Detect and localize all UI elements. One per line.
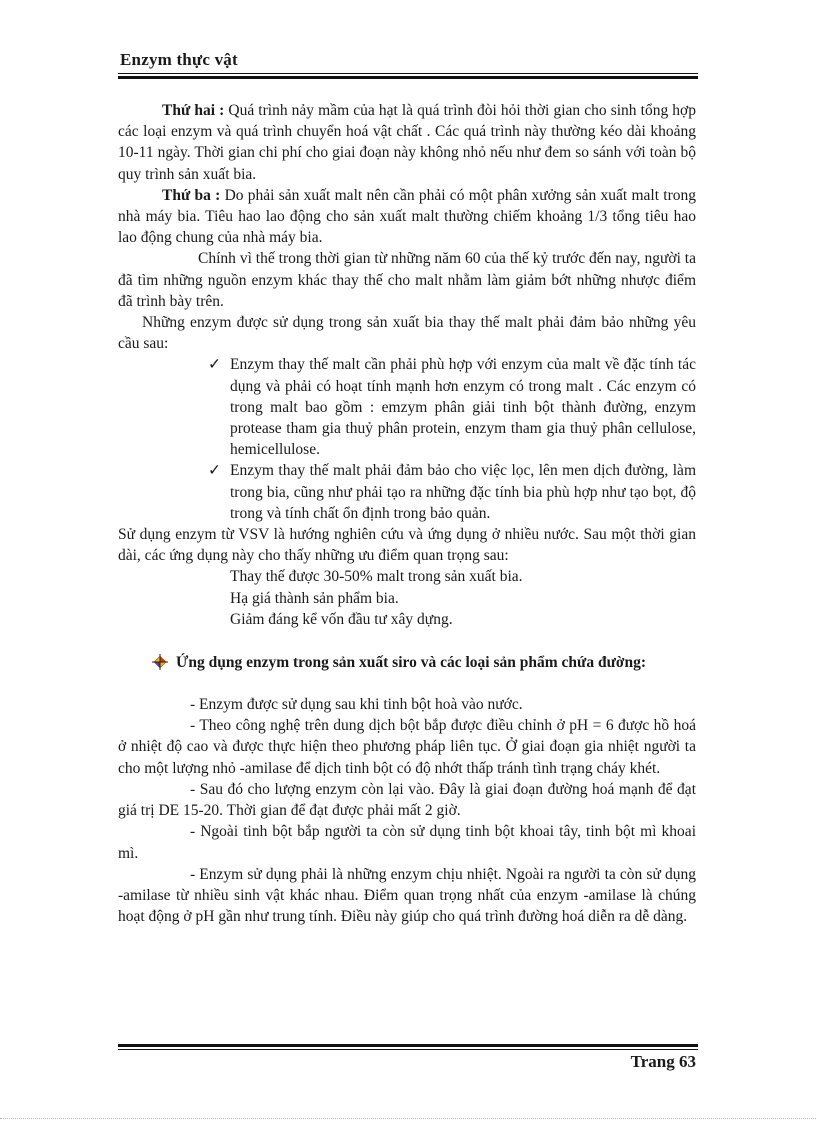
checkmark-icon: ✓ (208, 462, 221, 480)
paragraph-requirements-intro: Những enzym được sử dụng trong sản xuất bia thay thế malt phải đảm bảo những yêu cầu sau: (118, 314, 696, 353)
list-item-text: Enzym thay thế malt phải đảm bảo cho việc lọc, lên men dịch đường, làm trong bia, cũng như phải tạo ra những đặc tính bia phù hợp như tạo bọt, độ trong và tính chất ổn định trong bảo quản. (230, 462, 696, 522)
footer-rule-thin (118, 1049, 698, 1050)
paragraph-text: Do phải sản xuất malt nên cần phải có một phân xưởng sản xuất malt trong nhà máy bia. Tiêu hao lao động cho sản xuất malt thường chiếm khoảng 1/3 tổng tiêu hao lao động chung của nhà máy bia. (118, 186, 696, 247)
footer-rule-thick (118, 1044, 698, 1047)
arrow-bullet-icon (152, 654, 168, 670)
section-item: - Ngoài tinh bột bắp người ta còn sử dụng tinh bột khoai tây, tinh bột mì khoai mì. (118, 823, 696, 862)
list-item: Giảm đáng kể vốn đầu tư xây dựng. (230, 610, 453, 628)
section-item: - Sau đó cho lượng enzym còn lại vào. Đây là giai đoạn đường hoá mạnh để đạt giá trị DE 15-20. Thời gian để đạt được phải mất 2 giờ. (118, 780, 696, 820)
section-item: - Theo công nghệ trên dung dịch bột bắp được điều chỉnh ở pH = 6 được hồ hoá ở nhiệt độ cao và được thực hiện theo phương pháp liên tục. Ở giai đoạn gia nhiệt người ta cho một lượng nhỏ -amilase để dịch tinh bột có độ nhớt thấp tránh tình trạng cháy khét. (118, 717, 696, 777)
page-number: Trang 63 (630, 1052, 696, 1071)
section-item: - Enzym sử dụng phải là những enzym chịu nhiệt. Ngoài ra người ta còn sử dụng -amilase từ nhiều sinh vật khác nhau. Điểm quan trọng nhất của enzym -amilase là chúng hoạt động ở pH gần như trung tính. Điều này giúp cho quá trình đường hoá diễn ra dễ dàng. (118, 865, 696, 926)
section-item: - Enzym được sử dụng sau khi tinh bột hoà vào nước. (190, 696, 523, 714)
list-item: Hạ giá thành sản phẩm bia. (230, 589, 399, 607)
header-rule-thin (118, 73, 698, 74)
page-edge-divider (0, 1118, 816, 1119)
body-content (118, 100, 696, 927)
paragraph-text: Quá trình nảy mầm của hạt là quá trình đòi hỏi thời gian cho sinh tổng hợp các loại enzym và quá trình chuyển hoá vật chất . Các quá trình này thường kéo dài khoảng 10-11 ngày. Thời gian chi phí cho giai đoạn này không nhỏ nếu như đem so sánh với toàn bộ quy trình sản xuất bia. (118, 102, 696, 183)
list-item: Thay thế được 30-50% malt trong sản xuất bia. (230, 568, 523, 586)
section-heading-text: Ứng dụng enzym trong sản xuất siro và các loại sản phẩm chứa đường: (176, 654, 647, 672)
advantages-list (118, 566, 696, 630)
requirements-list (118, 354, 696, 524)
checkmark-icon: ✓ (208, 356, 221, 374)
list-item-text: Enzym thay thế malt cần phải phù hợp với enzym của malt về đặc tính tác dụng và phải có hoạt tính mạnh hơn enzym có trong malt . Các enzym có trong malt bao gồm : emzym phân giải tinh bột thành đường, enzym protease tham gia thuỷ phân protein, enzym tham gia thuỷ phân cellulose, hemicellulose. (230, 356, 696, 459)
paragraph-second-reason (118, 100, 696, 185)
list-item (208, 460, 696, 524)
header-title: Enzym thực vật (120, 50, 238, 69)
paragraph-history: Chính vì thế trong thời gian từ những năm 60 của thế kỷ trước đến nay, người ta đã tìm những nguồn enzym khác thay thế cho malt nhằm làm giảm bớt những nhược điểm đã trình bày trên. (118, 250, 696, 310)
paragraph-advantages-intro: Sử dụng enzym từ VSV là hướng nghiên cứu và ứng dụng ở nhiều nước. Sau một thời gian dài, các ứng dụng này cho thấy những ưu điểm quan trọng sau: (118, 526, 696, 565)
section-heading (118, 652, 696, 674)
paragraph-label: Thứ hai : (162, 102, 225, 119)
paragraph-third-reason (118, 185, 696, 249)
paragraph-label: Thứ ba : (162, 186, 221, 204)
list-item (208, 354, 696, 460)
header-rule-thick (118, 76, 698, 79)
